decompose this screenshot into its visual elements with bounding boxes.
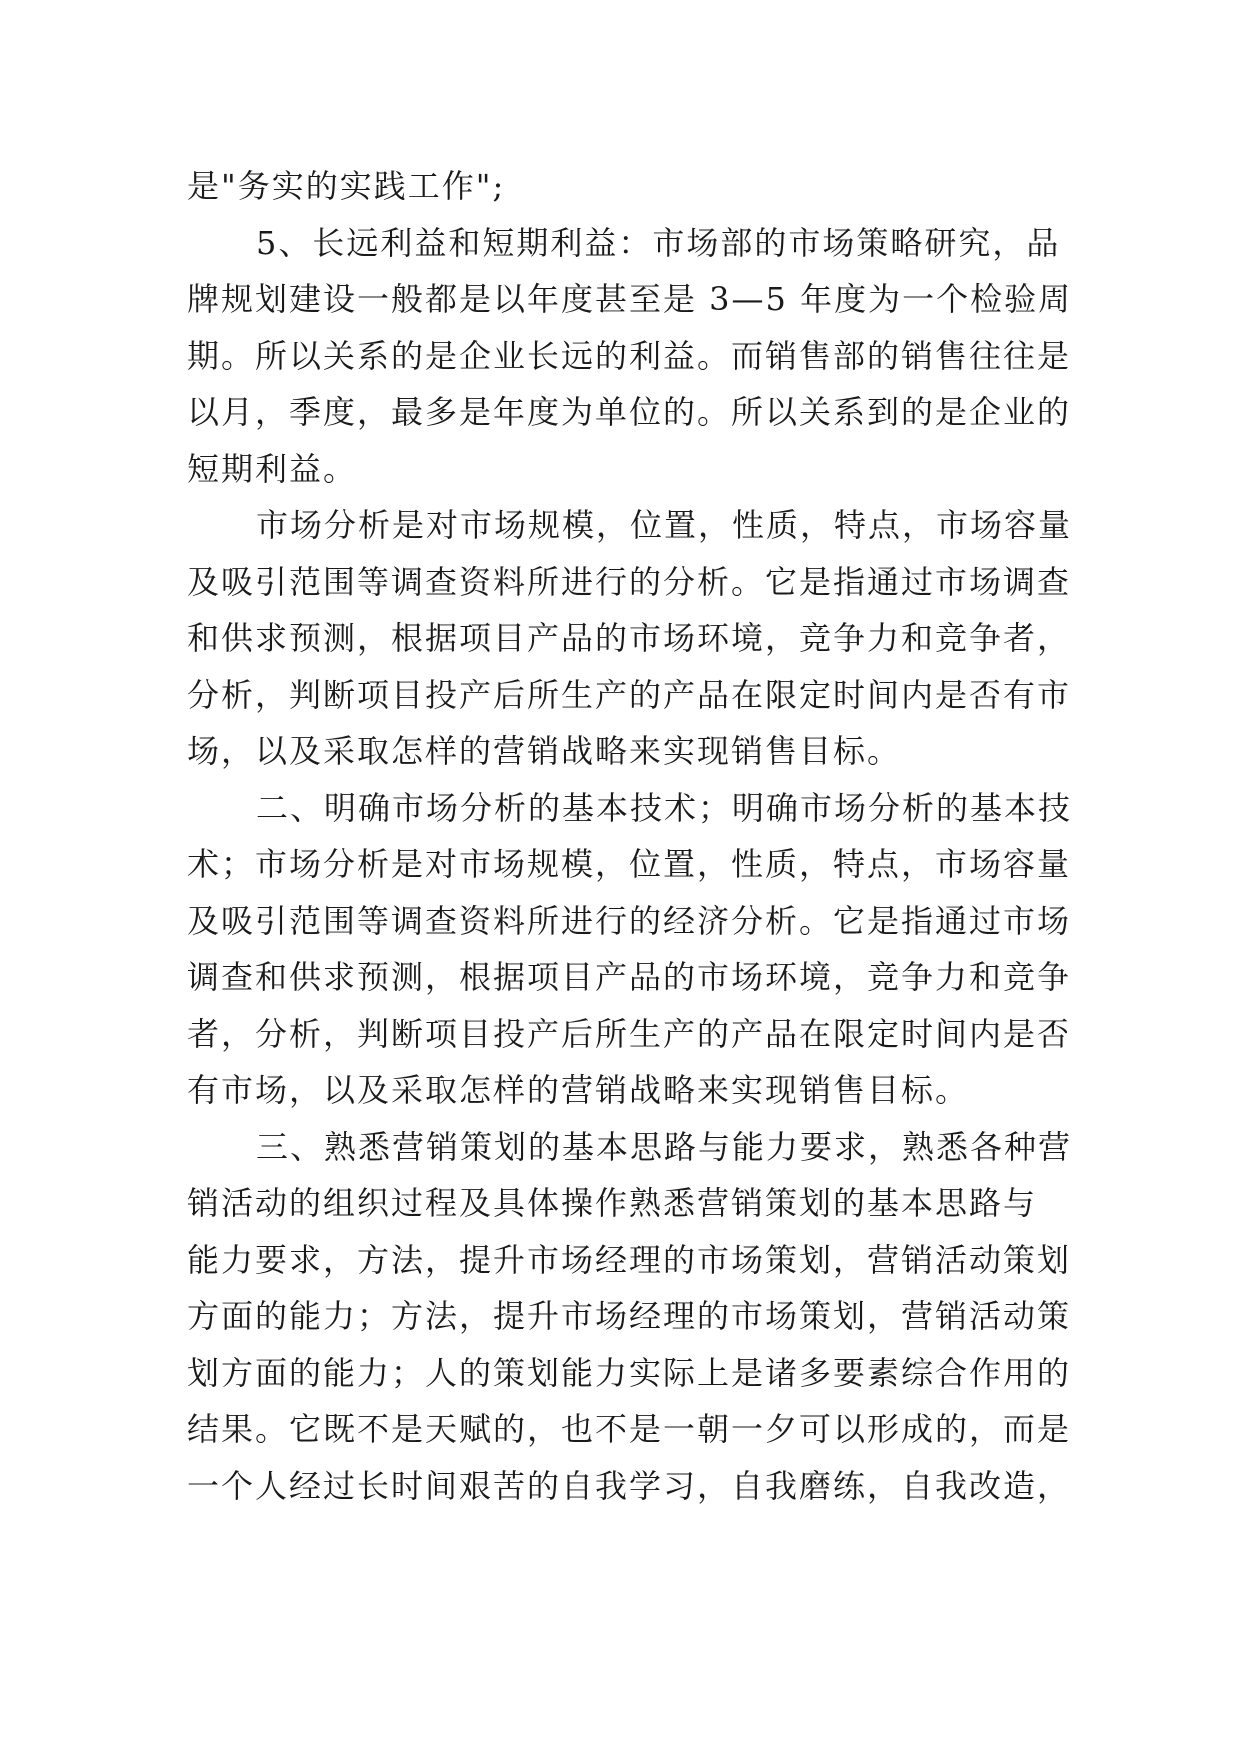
- text-line: 一个人经过长时间艰苦的自我学习，自我磨练，自我改造，: [187, 1466, 1072, 1505]
- text-line: 分析，判断项目投产后所生产的产品在限定时间内是否有市: [187, 675, 1072, 714]
- text-line: 及吸引范围等调查资料所进行的分析。它是指通过市场调查: [187, 562, 1072, 601]
- text-line: 短期利益。: [187, 449, 358, 488]
- text-line: 调查和供求预测，根据项目产品的市场环境，竞争力和竞争: [187, 958, 1072, 996]
- text-line: 牌规划建设一般都是以年度甚至是 3—5 年度为一个检验周: [187, 280, 1073, 318]
- text-line: 三、熟悉营销策划的基本思路与能力要求，熟悉各种营: [256, 1127, 1073, 1166]
- text-line: 结果。它既不是天赋的，也不是一朝一夕可以形成的，而是: [187, 1410, 1072, 1448]
- text-line: 场，以及采取怎样的营销战略来实现销售目标。: [187, 732, 902, 770]
- text-line: 方面的能力；方法，提升市场经理的市场策划，营销活动策: [187, 1297, 1072, 1335]
- text-line: 期。所以关系的是企业长远的利益。而销售部的销售往往是: [187, 336, 1072, 375]
- text-line: 有市场，以及采取怎样的营销战略来实现销售目标。: [187, 1071, 970, 1109]
- text-line: 二、明确市场分析的基本技术；明确市场分析的基本技: [256, 788, 1073, 827]
- text-line: 以月，季度，最多是年度为单位的。所以关系到的是企业的: [187, 393, 1072, 431]
- text-line: 是"务实的实践工作";: [187, 167, 506, 205]
- text-line: 和供求预测，根据项目产品的市场环境，竞争力和竞争者，: [187, 619, 1072, 657]
- document-body-text: [187, 158, 1073, 1514]
- text-line: 能力要求，方法，提升市场经理的市场策划，营销活动策划: [187, 1240, 1072, 1279]
- text-line: 销活动的组织过程及具体操作熟悉营销策划的基本思路与: [187, 1184, 1038, 1222]
- text-line: 5、长远利益和短期利益：市场部的市场策略研究，品: [256, 223, 1061, 262]
- text-line: 术；市场分析是对市场规模，位置，性质，特点，市场容量: [187, 845, 1072, 883]
- text-line: 及吸引范围等调查资料所进行的经济分析。它是指通过市场: [187, 901, 1072, 940]
- text-line: 市场分析是对市场规模，位置，性质，特点，市场容量: [256, 506, 1073, 544]
- text-line: 划方面的能力；人的策划能力实际上是诸多要素综合作用的: [187, 1353, 1072, 1392]
- text-line: 者，分析，判断项目投产后所生产的产品在限定时间内是否: [187, 1014, 1072, 1053]
